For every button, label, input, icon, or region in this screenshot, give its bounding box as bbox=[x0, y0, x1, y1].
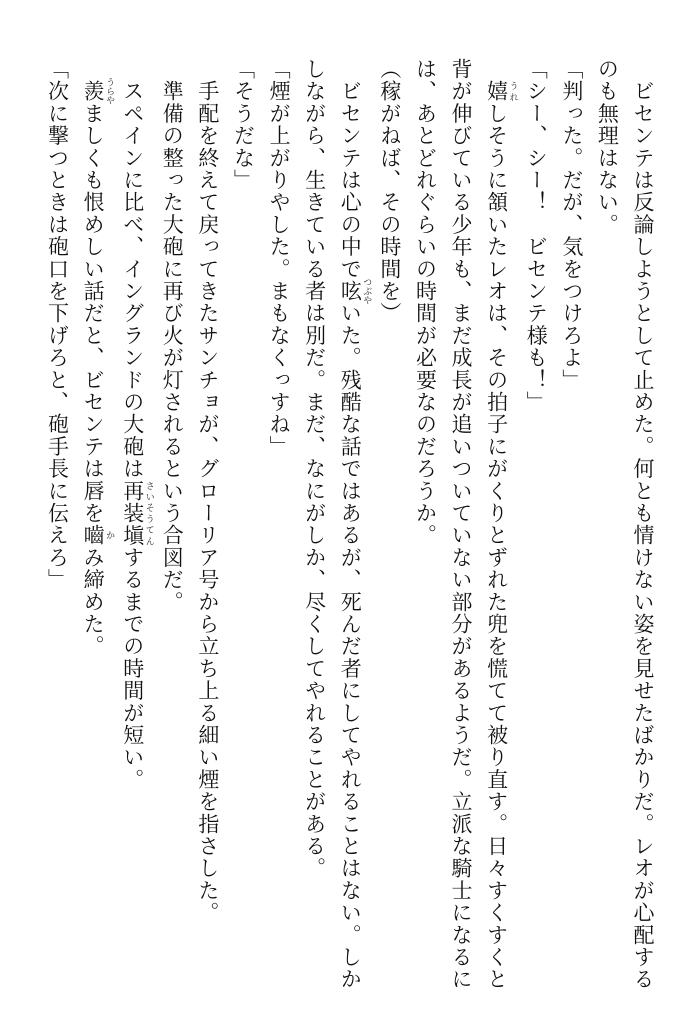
text-segment: （稼がねば、その時間を） bbox=[377, 58, 402, 325]
ruby-word bbox=[120, 479, 154, 547]
ruby-word bbox=[338, 277, 372, 305]
text-line bbox=[39, 58, 75, 963]
text-segment: 背が伸びている少年も、まだ成長が追いついていない部分があるようだ。立派な騎士になるに bbox=[449, 58, 474, 991]
text-line bbox=[589, 58, 625, 963]
text-segment: ましくも恨めしい話だと、ビセンテは唇を bbox=[81, 102, 106, 525]
text-segment: 「煙が上がりやした。まもなくっすね」 bbox=[267, 58, 292, 458]
furigana: か bbox=[104, 524, 115, 547]
text-segment: 「判った。だが、気をつけろよ」 bbox=[559, 58, 584, 391]
text-segment: するまでの時間が短い。 bbox=[120, 546, 145, 791]
ruby-base: 呟 bbox=[338, 277, 363, 305]
ruby-base: 羨 bbox=[81, 77, 106, 105]
text-segment: 準備の整った大砲に再び火が灯されるという合図だ。 bbox=[160, 58, 185, 613]
text-line bbox=[442, 58, 478, 991]
text-segment: のも無理はない。 bbox=[595, 58, 620, 236]
text-segment: 「次に撃つときは砲口を下げろと、砲手長に伝えろ」 bbox=[45, 58, 70, 591]
furigana: うれ bbox=[507, 80, 518, 103]
text-line bbox=[189, 58, 225, 963]
ruby-base: 再装塡 bbox=[120, 479, 145, 547]
text-line bbox=[75, 58, 115, 963]
text-line bbox=[518, 58, 554, 963]
text-segment: ビセンテは反論しようとして止めた。何とも情けない姿を見せたばかりだ。レオが心配する bbox=[631, 58, 655, 991]
text-segment: 手配を終えて戻ってきたサンチョが、グローリア号から立ち上る細い煙を指さした。 bbox=[195, 58, 220, 924]
ruby-base: 嚙 bbox=[81, 524, 106, 547]
text-line bbox=[154, 58, 190, 963]
furigana: つぶや bbox=[361, 277, 372, 305]
ruby-base: 嬉 bbox=[484, 80, 509, 103]
text-line bbox=[225, 58, 261, 963]
furigana: うらや bbox=[104, 77, 115, 105]
text-segment: スペインに比べ、イングランドの大砲は bbox=[120, 58, 145, 480]
ruby-word bbox=[81, 524, 115, 547]
text-line bbox=[296, 58, 332, 963]
text-line bbox=[407, 58, 443, 963]
ruby-word bbox=[484, 80, 518, 103]
text-line bbox=[624, 58, 660, 991]
text-line bbox=[371, 58, 407, 963]
text-segment: は、あとどれぐらいの時間が必要なのだろうか。 bbox=[413, 58, 438, 547]
text-line bbox=[114, 58, 154, 963]
text-segment: しながら、生きている者は別だ。まだ、なにがしか、尽くしてやれることがある。 bbox=[302, 58, 327, 880]
text-line bbox=[260, 58, 296, 963]
text-line bbox=[553, 58, 589, 963]
text-segment: 「そうだな」 bbox=[231, 58, 256, 192]
text-line bbox=[478, 58, 518, 991]
text-segment: ビセンテは心の中で bbox=[338, 58, 363, 280]
text-segment: いた。残酷な話ではあるが、死んだ者にしてやれることはない。しか bbox=[338, 302, 363, 991]
ruby-word bbox=[81, 77, 115, 105]
vertical-text-body bbox=[39, 58, 660, 991]
text-segment: 「シー、シー！ ビセンテ様も！」 bbox=[524, 58, 549, 414]
text-line bbox=[332, 58, 372, 991]
text-segment: み締めた。 bbox=[81, 546, 106, 658]
text-segment: しそうに頷いたレオは、その拍子にがくりとずれた兜を慌てて被り直す。日々すくすくと bbox=[484, 102, 509, 991]
text-segment bbox=[485, 58, 509, 80]
furigana: さいそうてん bbox=[143, 479, 154, 547]
